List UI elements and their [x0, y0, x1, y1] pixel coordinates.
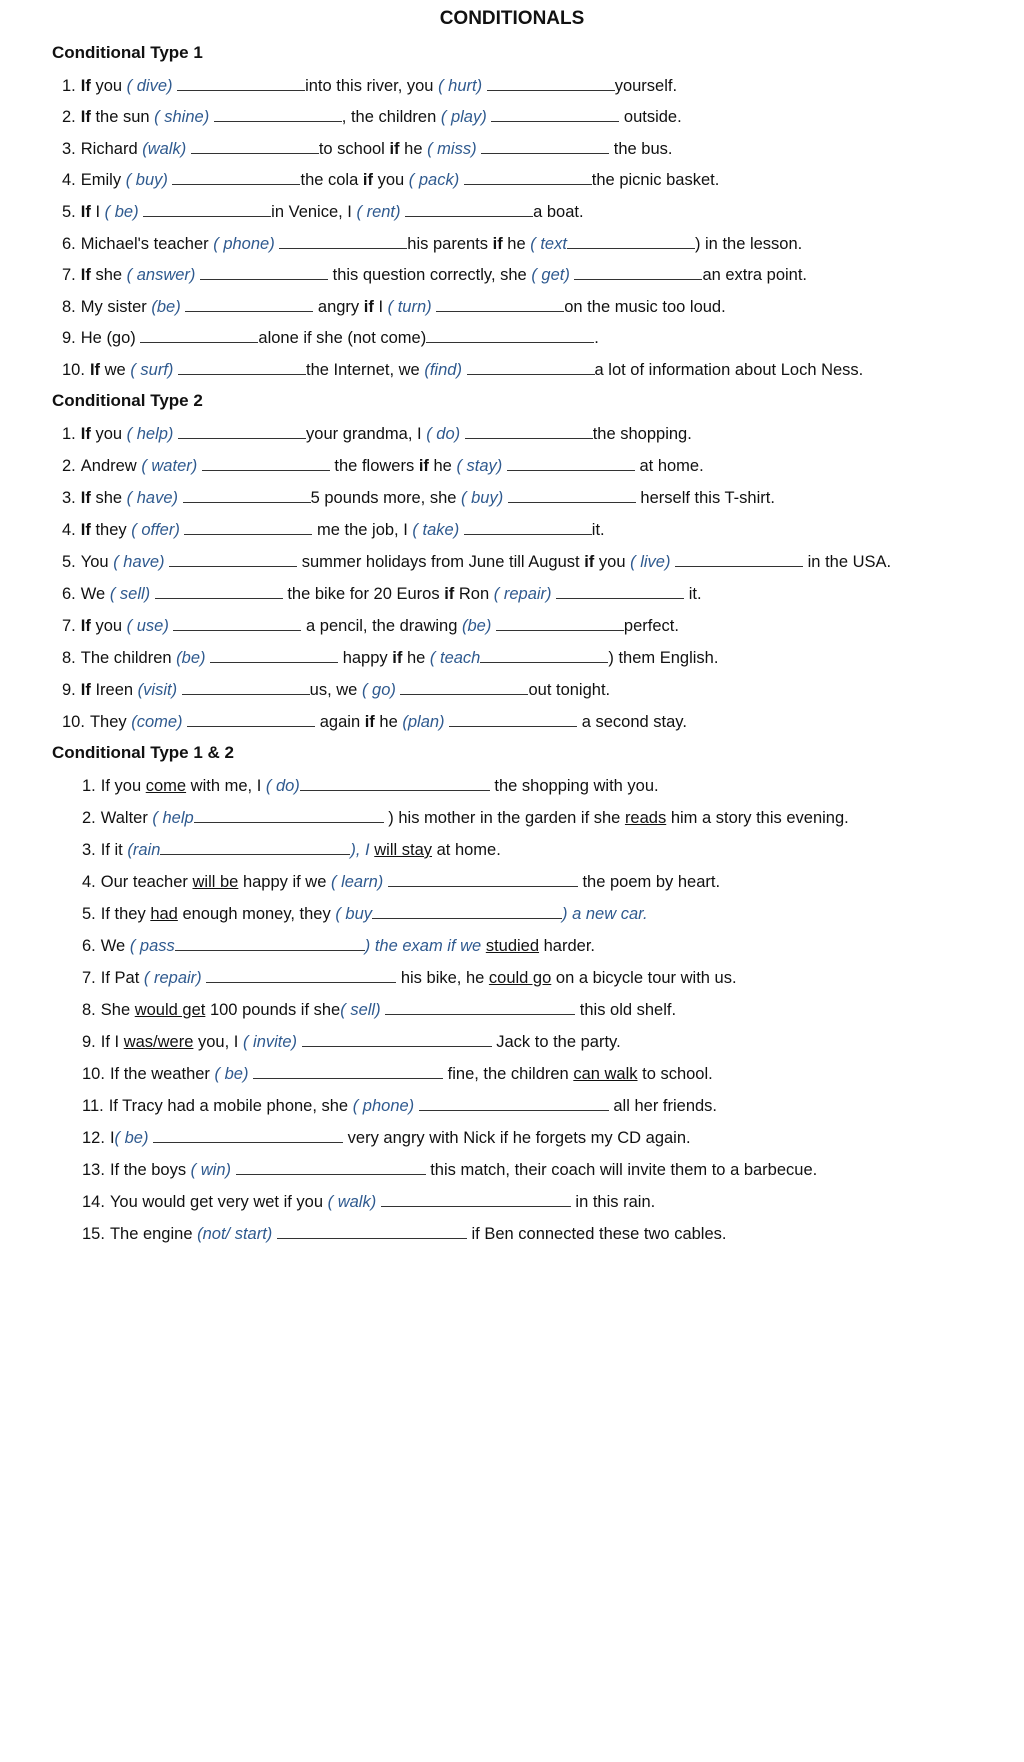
section-heading-type1: Conditional Type 1 [52, 43, 203, 62]
answer-blank[interactable] [178, 423, 306, 439]
answer-blank[interactable] [202, 455, 330, 471]
exercise-item: 14. You would get very wet if you ( walk) in this rain. [82, 1193, 656, 1211]
answer-blank[interactable] [210, 647, 338, 663]
exercise-item: 6. We ( sell) the bike for 20 Euros if Ron ( repair) it. [62, 585, 702, 603]
exercise-item: 9. If I was/were you, I ( invite) Jack to the party. [82, 1033, 621, 1051]
answer-blank[interactable] [480, 647, 608, 663]
answer-blank[interactable] [385, 999, 575, 1015]
exercise-item: 3. Richard (walk) to school if he ( miss) the bus. [62, 140, 673, 158]
answer-blank[interactable] [556, 583, 684, 599]
answer-blank[interactable] [253, 1063, 443, 1079]
exercise-item: 5. You ( have) summer holidays from June till August if you ( live) in the USA. [62, 553, 892, 571]
exercise-item: 3. If she ( have) 5 pounds more, she ( buy) herself this T-shirt. [62, 489, 775, 507]
exercise-item: 1. If you come with me, I ( do) the shopping with you. [82, 777, 659, 795]
answer-blank[interactable] [185, 296, 313, 312]
answer-blank[interactable] [184, 519, 312, 535]
answer-blank[interactable] [426, 327, 594, 343]
exercise-item: 3. If it (rain ), I will stay at home. [82, 841, 501, 859]
answer-blank[interactable] [574, 264, 702, 280]
answer-blank[interactable] [464, 519, 592, 535]
answer-blank[interactable] [381, 1191, 571, 1207]
answer-blank[interactable] [172, 169, 300, 185]
exercise-item: 13. If the boys ( win) this match, their coach will invite them to a barbecue. [82, 1161, 818, 1179]
exercise-item: 8. The children (be) happy if he ( teach ) them English. [62, 649, 719, 667]
section-heading-type2: Conditional Type 2 [52, 391, 203, 410]
answer-blank[interactable] [206, 967, 396, 983]
answer-blank[interactable] [400, 679, 528, 695]
worksheet-title: CONDITIONALS [439, 8, 585, 29]
answer-blank[interactable] [155, 583, 283, 599]
answer-blank[interactable] [236, 1159, 426, 1175]
exercise-item: 10. If we ( surf) the Internet, we (find) a lot of information about Loch Ness. [62, 361, 864, 379]
answer-blank[interactable] [187, 711, 315, 727]
exercise-item: 9. He (go) alone if she (not come) . [62, 329, 599, 347]
exercise-item: 8. My sister (be) angry if I ( turn) on the music too loud. [62, 298, 726, 316]
exercise-item: 6. Michael's teacher ( phone) his parents if he ( text ) in the lesson. [62, 235, 803, 253]
answer-blank[interactable] [481, 138, 609, 154]
exercise-item: 11. If Tracy had a mobile phone, she ( phone) all her friends. [82, 1097, 718, 1115]
exercise-item: 4. If they ( offer) me the job, I ( take) it. [62, 521, 605, 539]
answer-blank[interactable] [675, 551, 803, 567]
answer-blank[interactable] [182, 679, 310, 695]
answer-blank[interactable] [436, 296, 564, 312]
answer-blank[interactable] [173, 615, 301, 631]
section-heading-type1-2: Conditional Type 1 & 2 [52, 743, 234, 762]
answer-blank[interactable] [183, 487, 311, 503]
exercise-item: 5. If I ( be) in Venice, I ( rent) a boat. [62, 203, 584, 221]
answer-blank[interactable] [178, 359, 306, 375]
exercise-item: 5. If they had enough money, they ( buy ) a new car. [82, 905, 648, 923]
exercise-item: 8. She would get 100 pounds if she( sell) this old shelf. [82, 1001, 677, 1019]
answer-blank[interactable] [200, 264, 328, 280]
exercise-item: 1. If you ( help) your grandma, I ( do) the shopping. [62, 425, 692, 443]
answer-blank[interactable] [214, 106, 342, 122]
answer-blank[interactable] [175, 935, 365, 951]
exercise-item: 12. I( be) very angry with Nick if he forgets my CD again. [82, 1129, 691, 1147]
answer-blank[interactable] [279, 233, 407, 249]
answer-blank[interactable] [449, 711, 577, 727]
exercise-item: 15. The engine (not/ start) if Ben connected these two cables. [82, 1225, 727, 1243]
answer-blank[interactable] [491, 106, 619, 122]
exercise-item: 10. They (come) again if he (plan) a second stay. [62, 713, 687, 731]
answer-blank[interactable] [507, 455, 635, 471]
answer-blank[interactable] [140, 327, 258, 343]
answer-blank[interactable] [419, 1095, 609, 1111]
answer-blank[interactable] [194, 807, 384, 823]
answer-blank[interactable] [169, 551, 297, 567]
answer-blank[interactable] [388, 871, 578, 887]
answer-blank[interactable] [160, 839, 350, 855]
exercise-item: 4. Emily ( buy) the cola if you ( pack) the picnic basket. [62, 171, 720, 189]
answer-blank[interactable] [300, 775, 490, 791]
answer-blank[interactable] [405, 201, 533, 217]
answer-blank[interactable] [302, 1031, 492, 1047]
exercise-item: 10. If the weather ( be) fine, the children can walk to school. [82, 1065, 713, 1083]
exercise-item: 7. If Pat ( repair) his bike, he could go on a bicycle tour with us. [82, 969, 737, 987]
exercise-item: 1. If you ( dive) into this river, you ( hurt) yourself. [62, 77, 678, 95]
answer-blank[interactable] [143, 201, 271, 217]
answer-blank[interactable] [464, 169, 592, 185]
exercise-item: 2. Walter ( help ) his mother in the garden if she reads him a story this evening. [82, 809, 849, 827]
exercise-item: 2. Andrew ( water) the flowers if he ( stay) at home. [62, 457, 704, 475]
answer-blank[interactable] [372, 903, 562, 919]
answer-blank[interactable] [467, 359, 595, 375]
exercise-item: 7. If you ( use) a pencil, the drawing (be) perfect. [62, 617, 679, 635]
exercise-item: 7. If she ( answer) this question correctly, she ( get) an extra point. [62, 266, 808, 284]
answer-blank[interactable] [277, 1223, 467, 1239]
answer-blank[interactable] [508, 487, 636, 503]
answer-blank[interactable] [496, 615, 624, 631]
exercise-item: 2. If the sun ( shine) , the children ( play) outside. [62, 108, 682, 126]
answer-blank[interactable] [465, 423, 593, 439]
answer-blank[interactable] [567, 233, 695, 249]
answer-blank[interactable] [177, 75, 305, 91]
answer-blank[interactable] [487, 75, 615, 91]
exercise-item: 9. If Ireen (visit) us, we ( go) out tonight. [62, 681, 611, 699]
answer-blank[interactable] [153, 1127, 343, 1143]
exercise-item: 4. Our teacher will be happy if we ( learn) the poem by heart. [82, 873, 721, 891]
exercise-item: 6. We ( pass ) the exam if we studied harder. [82, 937, 595, 955]
answer-blank[interactable] [191, 138, 319, 154]
